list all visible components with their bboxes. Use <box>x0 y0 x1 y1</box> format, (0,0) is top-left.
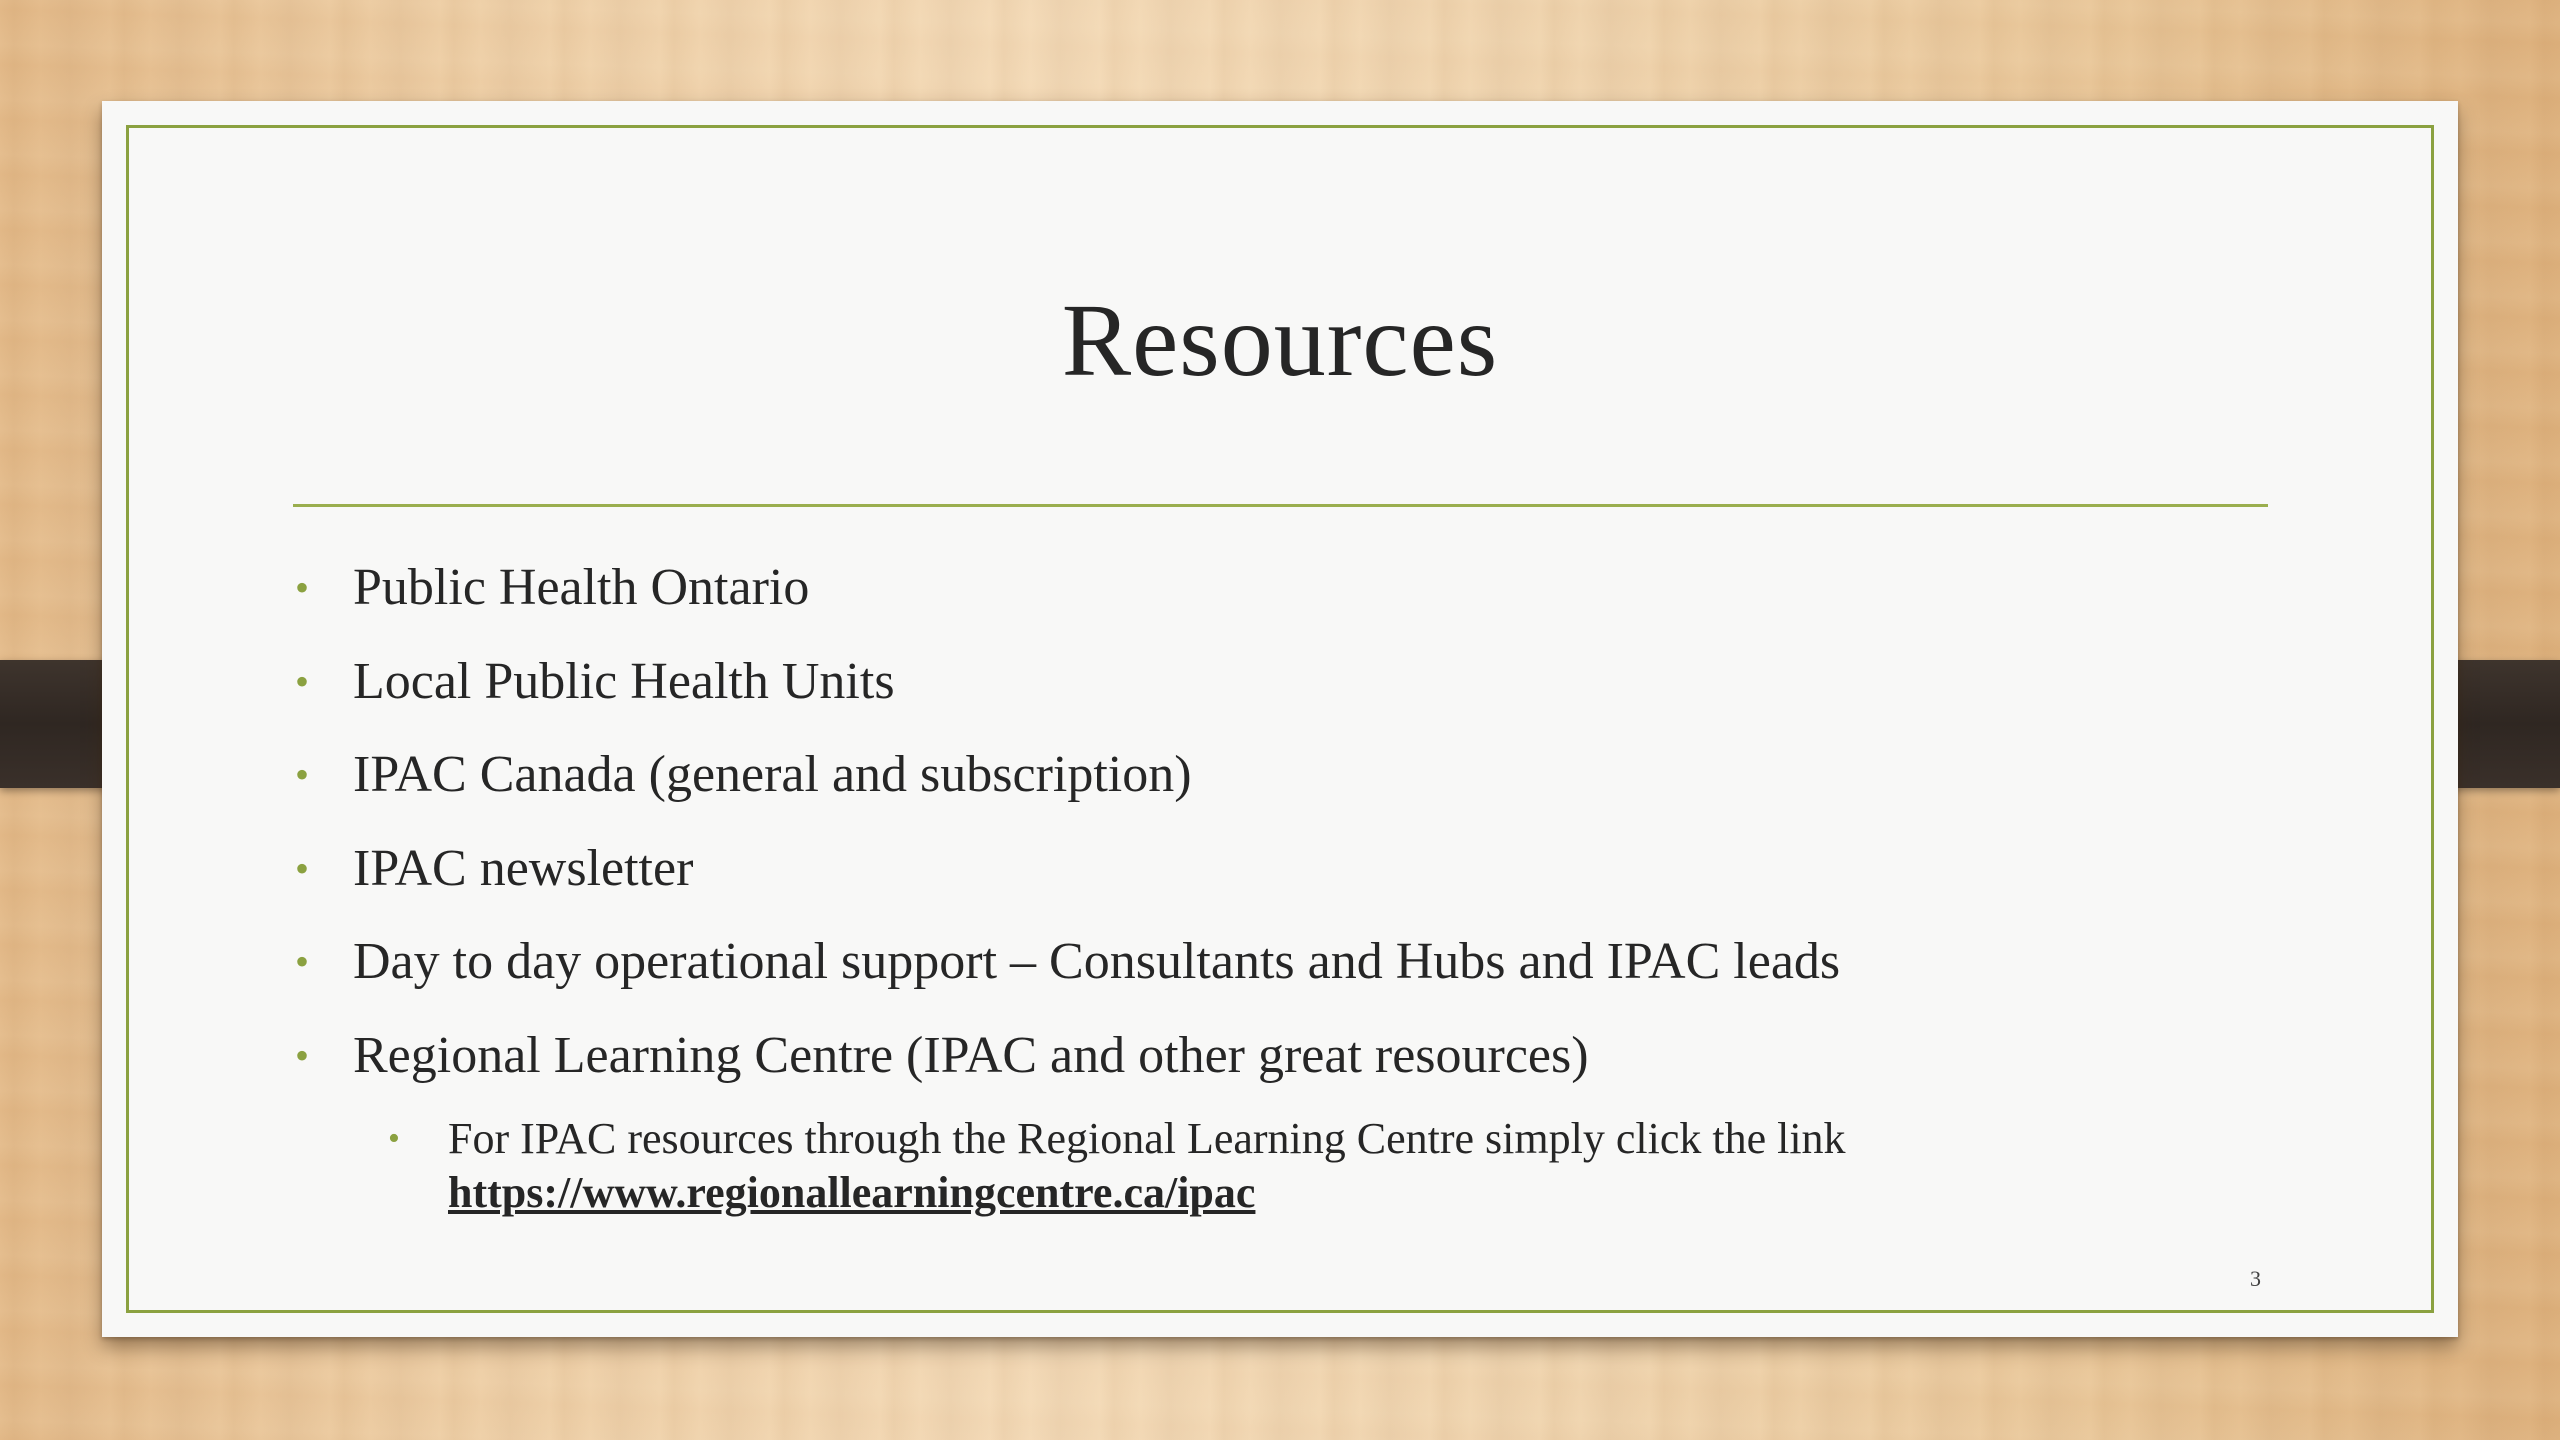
bullet-text: IPAC newsletter <box>353 839 694 897</box>
slide <box>102 101 2458 1337</box>
bullet-text: IPAC Canada (general and subscription) <box>353 746 1192 803</box>
bullet-item <box>293 822 2193 916</box>
bullet-item <box>293 1009 2193 1103</box>
title-divider <box>293 504 2268 507</box>
sub-bullet-item <box>388 1112 1948 1220</box>
bullet-text: Regional Learning Centre (IPAC and other great resources) <box>353 1026 1589 1084</box>
bullet-item <box>293 728 2193 822</box>
sub-bullet-dot-icon: • <box>388 1120 400 1157</box>
bullet-text: Day to day operational support – Consultants and Hubs and IPAC leads <box>353 933 1841 990</box>
bullet-text: Public Health Ontario <box>353 559 810 616</box>
bullet-dot-icon: • <box>295 658 310 704</box>
bullet-item <box>293 541 2193 635</box>
sub-bullet-text: For IPAC resources through the Regional Learning Centre simply click the link <box>448 1114 1846 1163</box>
bullet-dot-icon: • <box>295 752 310 797</box>
slide-page-number: 3 <box>2250 1266 2261 1291</box>
bullet-dot-icon: • <box>295 1032 310 1078</box>
bullet-dot-icon: • <box>295 939 310 984</box>
slide-title: Resources <box>1061 283 1499 398</box>
bullet-item <box>293 635 2193 729</box>
bullet-item <box>293 915 2193 1009</box>
regional-learning-centre-link[interactable]: https://www.regionallearningcentre.ca/ipac <box>448 1168 1256 1217</box>
bullet-list <box>293 541 2193 1220</box>
bullet-text: Local Public Health Units <box>353 652 895 710</box>
bullet-dot-icon: • <box>295 845 310 891</box>
bullet-dot-icon: • <box>295 565 310 610</box>
